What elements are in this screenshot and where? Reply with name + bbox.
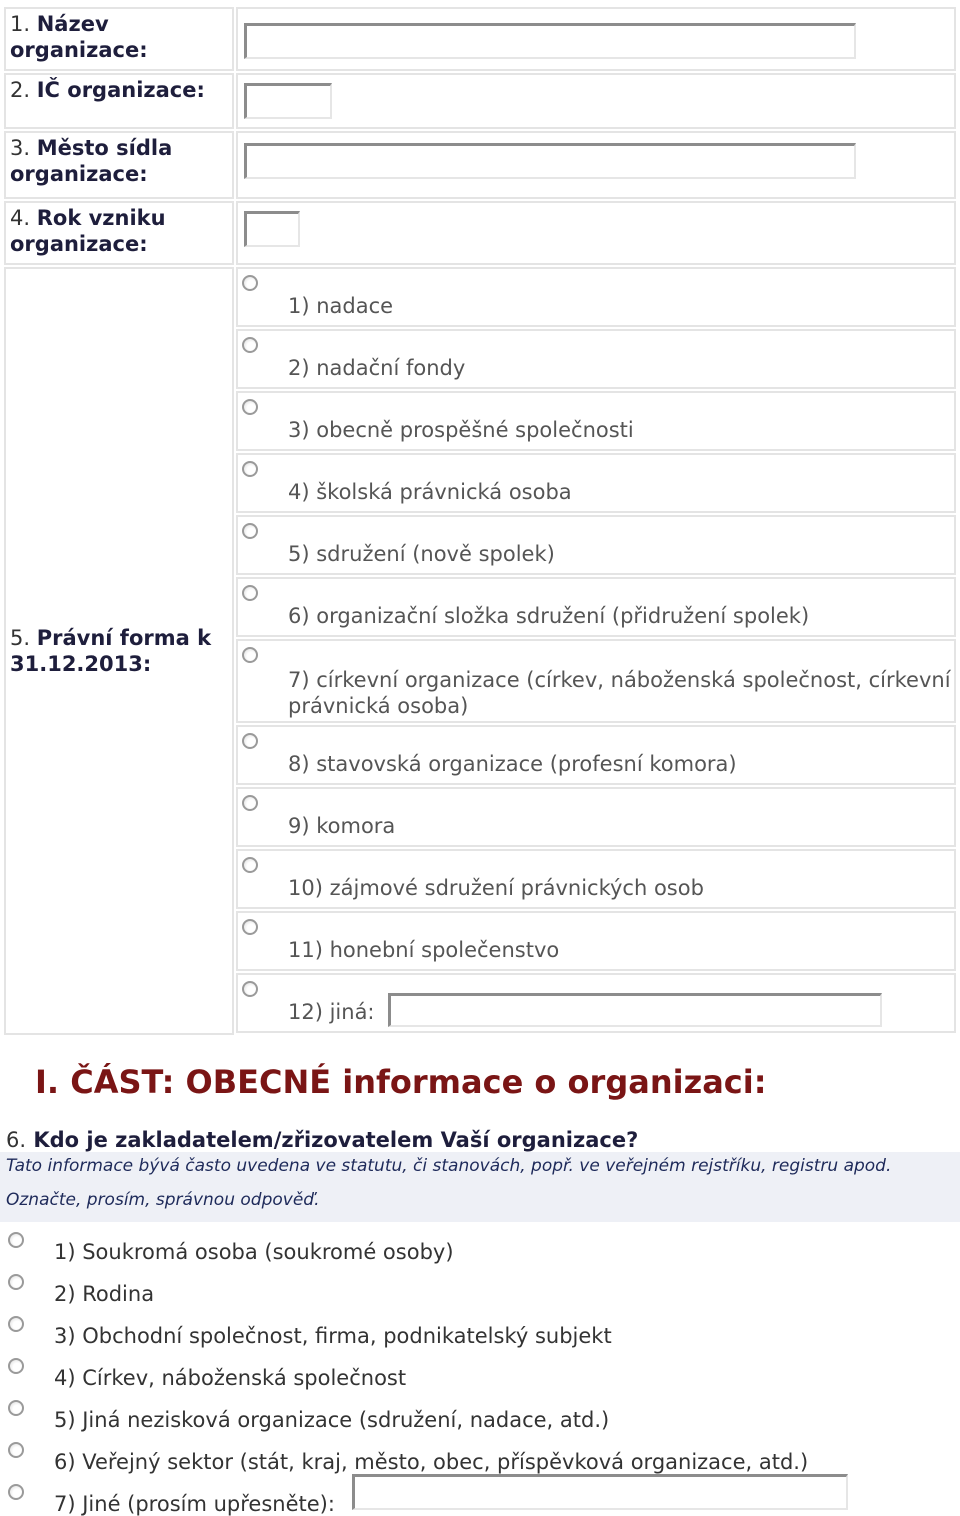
q3-label: 3. Město sídla organizace: — [4, 131, 234, 199]
radio-icon[interactable] — [8, 1274, 24, 1290]
q1-answer-cell — [236, 7, 956, 71]
q4-label: 4. Rok vzniku organizace: — [4, 201, 234, 265]
q1-label: 1. Název organizace: — [4, 7, 234, 71]
legal-form-options — [236, 265, 956, 1035]
radio-icon[interactable] — [242, 919, 258, 935]
radio-icon[interactable] — [242, 733, 258, 749]
radio-icon[interactable] — [8, 1316, 24, 1332]
radio-icon[interactable] — [242, 981, 258, 997]
legal-form-option[interactable]: 8) stavovská organizace (profesní komora) — [236, 725, 956, 785]
radio-icon[interactable] — [8, 1232, 24, 1248]
city-input[interactable] — [244, 143, 856, 179]
q2-answer-cell — [236, 73, 956, 129]
radio-icon[interactable] — [242, 795, 258, 811]
radio-icon[interactable] — [242, 275, 258, 291]
radio-icon[interactable] — [242, 523, 258, 539]
q2-label: 2. IČ organizace: — [4, 73, 234, 129]
radio-icon[interactable] — [242, 399, 258, 415]
legal-form-option[interactable]: 2) nadační fondy — [236, 329, 956, 389]
radio-icon[interactable] — [8, 1358, 24, 1374]
radio-icon[interactable] — [242, 461, 258, 477]
radio-icon[interactable] — [8, 1442, 24, 1458]
legal-form-option[interactable]: 6) organizační složka sdružení (přidružení spolek) — [236, 577, 956, 637]
q6-hint-box — [0, 1152, 960, 1222]
radio-icon[interactable] — [8, 1400, 24, 1416]
q4-answer-cell — [236, 201, 956, 265]
q5-label: 5. Právní forma k 31.12.2013: — [4, 267, 234, 1035]
radio-icon[interactable] — [242, 647, 258, 663]
founding-year-input[interactable] — [244, 211, 300, 247]
legal-form-option[interactable]: 4) školská právnická osoba — [236, 453, 956, 513]
q3-answer-cell — [236, 131, 956, 199]
part-title: I. ČÁST: OBECNÉ informace o organizaci: — [35, 1063, 767, 1101]
q5-options-cell — [236, 267, 956, 1035]
legal-form-option[interactable]: 12) jiná: — [236, 973, 956, 1033]
radio-icon[interactable] — [242, 585, 258, 601]
legal-form-option[interactable]: 3) obecně prospěšné společnosti — [236, 391, 956, 451]
legal-form-option[interactable]: 5) sdružení (nově spolek) — [236, 515, 956, 575]
q6-hint: Tato informace bývá často uvedena ve statutu, či stanovách, popř. ve veřejném rejstříku, registru apod. — [6, 1156, 892, 1176]
other-legal-form-input[interactable] — [388, 993, 882, 1027]
legal-form-option[interactable]: 1) nadace — [236, 267, 956, 327]
organization-id-input[interactable] — [244, 83, 332, 119]
legal-form-option[interactable]: 11) honební společenstvo — [236, 911, 956, 971]
legal-form-option[interactable]: 7) církevní organizace (církev, náboženská společnost, církevní právnická osoba) — [236, 639, 956, 723]
radio-icon[interactable] — [242, 337, 258, 353]
other-founder-input[interactable] — [352, 1474, 848, 1510]
organization-name-input[interactable] — [244, 23, 856, 59]
organization-form-table — [2, 5, 958, 1037]
radio-icon[interactable] — [8, 1484, 24, 1500]
q6-instruction: Označte, prosím, správnou odpověď. — [6, 1190, 320, 1210]
legal-form-option[interactable]: 10) zájmové sdružení právnických osob — [236, 849, 956, 909]
q6-question: 6. Kdo je zakladatelem/zřizovatelem Vaší organizace? — [6, 1128, 639, 1152]
legal-form-option[interactable]: 9) komora — [236, 787, 956, 847]
radio-icon[interactable] — [242, 857, 258, 873]
